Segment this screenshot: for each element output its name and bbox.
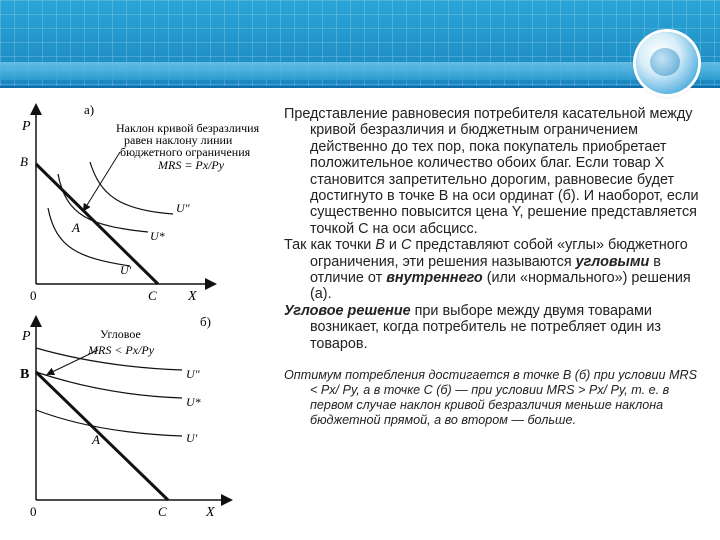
- chart-b-curve-label-u2: U": [186, 367, 200, 381]
- paragraph-optimum-note: Оптимум потребления достигается в точке В (б) при условии MRS < Px/ Py, а в точке С (б) — при условии MRS > Px/ Py, т. е. в первом случае наклон кривой безразличия меньше наклона бюджетной прямой, а во втором — больше.: [284, 368, 697, 428]
- chart-a-x-label: X: [188, 289, 197, 304]
- chart-a-annotation-2: равен наклону линии: [124, 133, 233, 147]
- chart-a-point-b: B: [20, 154, 28, 169]
- chart-b-budget-line: [36, 372, 168, 500]
- chart-a-curve-label-u1: U*: [150, 229, 165, 243]
- p2-term-interior: внутреннего: [386, 270, 483, 287]
- chart-b-x-label: X: [206, 505, 215, 520]
- chart-a-pointer-arrow: [84, 152, 120, 210]
- p2-part-e: представляют собой «углы» бюджетного ограничения, эти решения называются: [310, 237, 688, 270]
- chart-b-mrs-formula: MRS < Px/Py: [88, 343, 155, 357]
- chart-a-curve-label-u2: U": [176, 201, 190, 215]
- chart-a-y-label: P: [22, 119, 31, 134]
- header-underline: [0, 86, 720, 88]
- chart-b-origin: 0: [30, 504, 37, 519]
- paragraph-corner-points: [284, 237, 706, 303]
- chart-b-curve-label-u1: U*: [186, 395, 201, 409]
- chart-a-point-c: C: [148, 288, 157, 303]
- header-stripe: [0, 62, 720, 80]
- chart-a-panel-label: а): [84, 102, 95, 117]
- slide-text-column: [284, 106, 706, 428]
- chart-b-curve-label-u0: U': [186, 431, 198, 445]
- chart-a-annotation-1: Наклон кривой безразличия: [116, 121, 260, 135]
- chart-a-origin: 0: [30, 288, 37, 303]
- p2-point-b: B: [375, 237, 385, 254]
- chart-b-corner: [8, 310, 280, 522]
- chart-a-curve-label-u0: U': [120, 263, 132, 277]
- p2-point-c: С: [400, 237, 412, 254]
- chart-b-annotation-1: Угловое: [100, 327, 141, 341]
- p2-part-a: Так как точки: [284, 237, 376, 254]
- globe-logo-icon: [636, 32, 698, 94]
- slide-header-banner: [0, 0, 720, 88]
- p2-part-i: (или «нормального») решения (а).: [310, 270, 691, 303]
- chart-b-curve-u0: [36, 410, 182, 436]
- chart-a-mrs-formula: MRS = Px/Py: [158, 158, 225, 172]
- chart-b-y-label: P: [22, 329, 31, 344]
- p3-term: Угловое решение: [284, 302, 411, 319]
- paragraph-corner-definition: [284, 303, 706, 352]
- chart-b-point-a: A: [92, 432, 100, 447]
- chart-b-panel-label: б): [200, 314, 211, 329]
- chart-a-point-a: A: [72, 220, 80, 235]
- p2-part-c: и: [384, 237, 401, 254]
- p2-term-corner: угловыми: [575, 253, 650, 270]
- chart-a-budget-line: [36, 164, 158, 284]
- p3-rest: при выборе между двумя товарами возникает, когда потребитель не потребляет один из товаров.: [310, 302, 662, 352]
- paragraph-equilibrium: Представление равновесия потребителя касательной между кривой безразличия и бюджетным ограничением действенно до тех пор, пока покупатель приобретает положительное количество обоих благ. Если товар X становится запретительно дорогим, равновесие будет достигнуто в точке B на оси ординат (б). И наоборот, если существенно повысится цена Y, решение представляется точкой С на оси абсцисс.: [284, 106, 699, 237]
- p2-part-g: в отличие от: [310, 253, 661, 287]
- chart-a-annotation-3: бюджетного ограничения: [120, 145, 251, 159]
- chart-a-tangency: [8, 98, 280, 306]
- chart-b-point-c: C: [158, 504, 167, 519]
- chart-b-point-b: B: [20, 367, 30, 382]
